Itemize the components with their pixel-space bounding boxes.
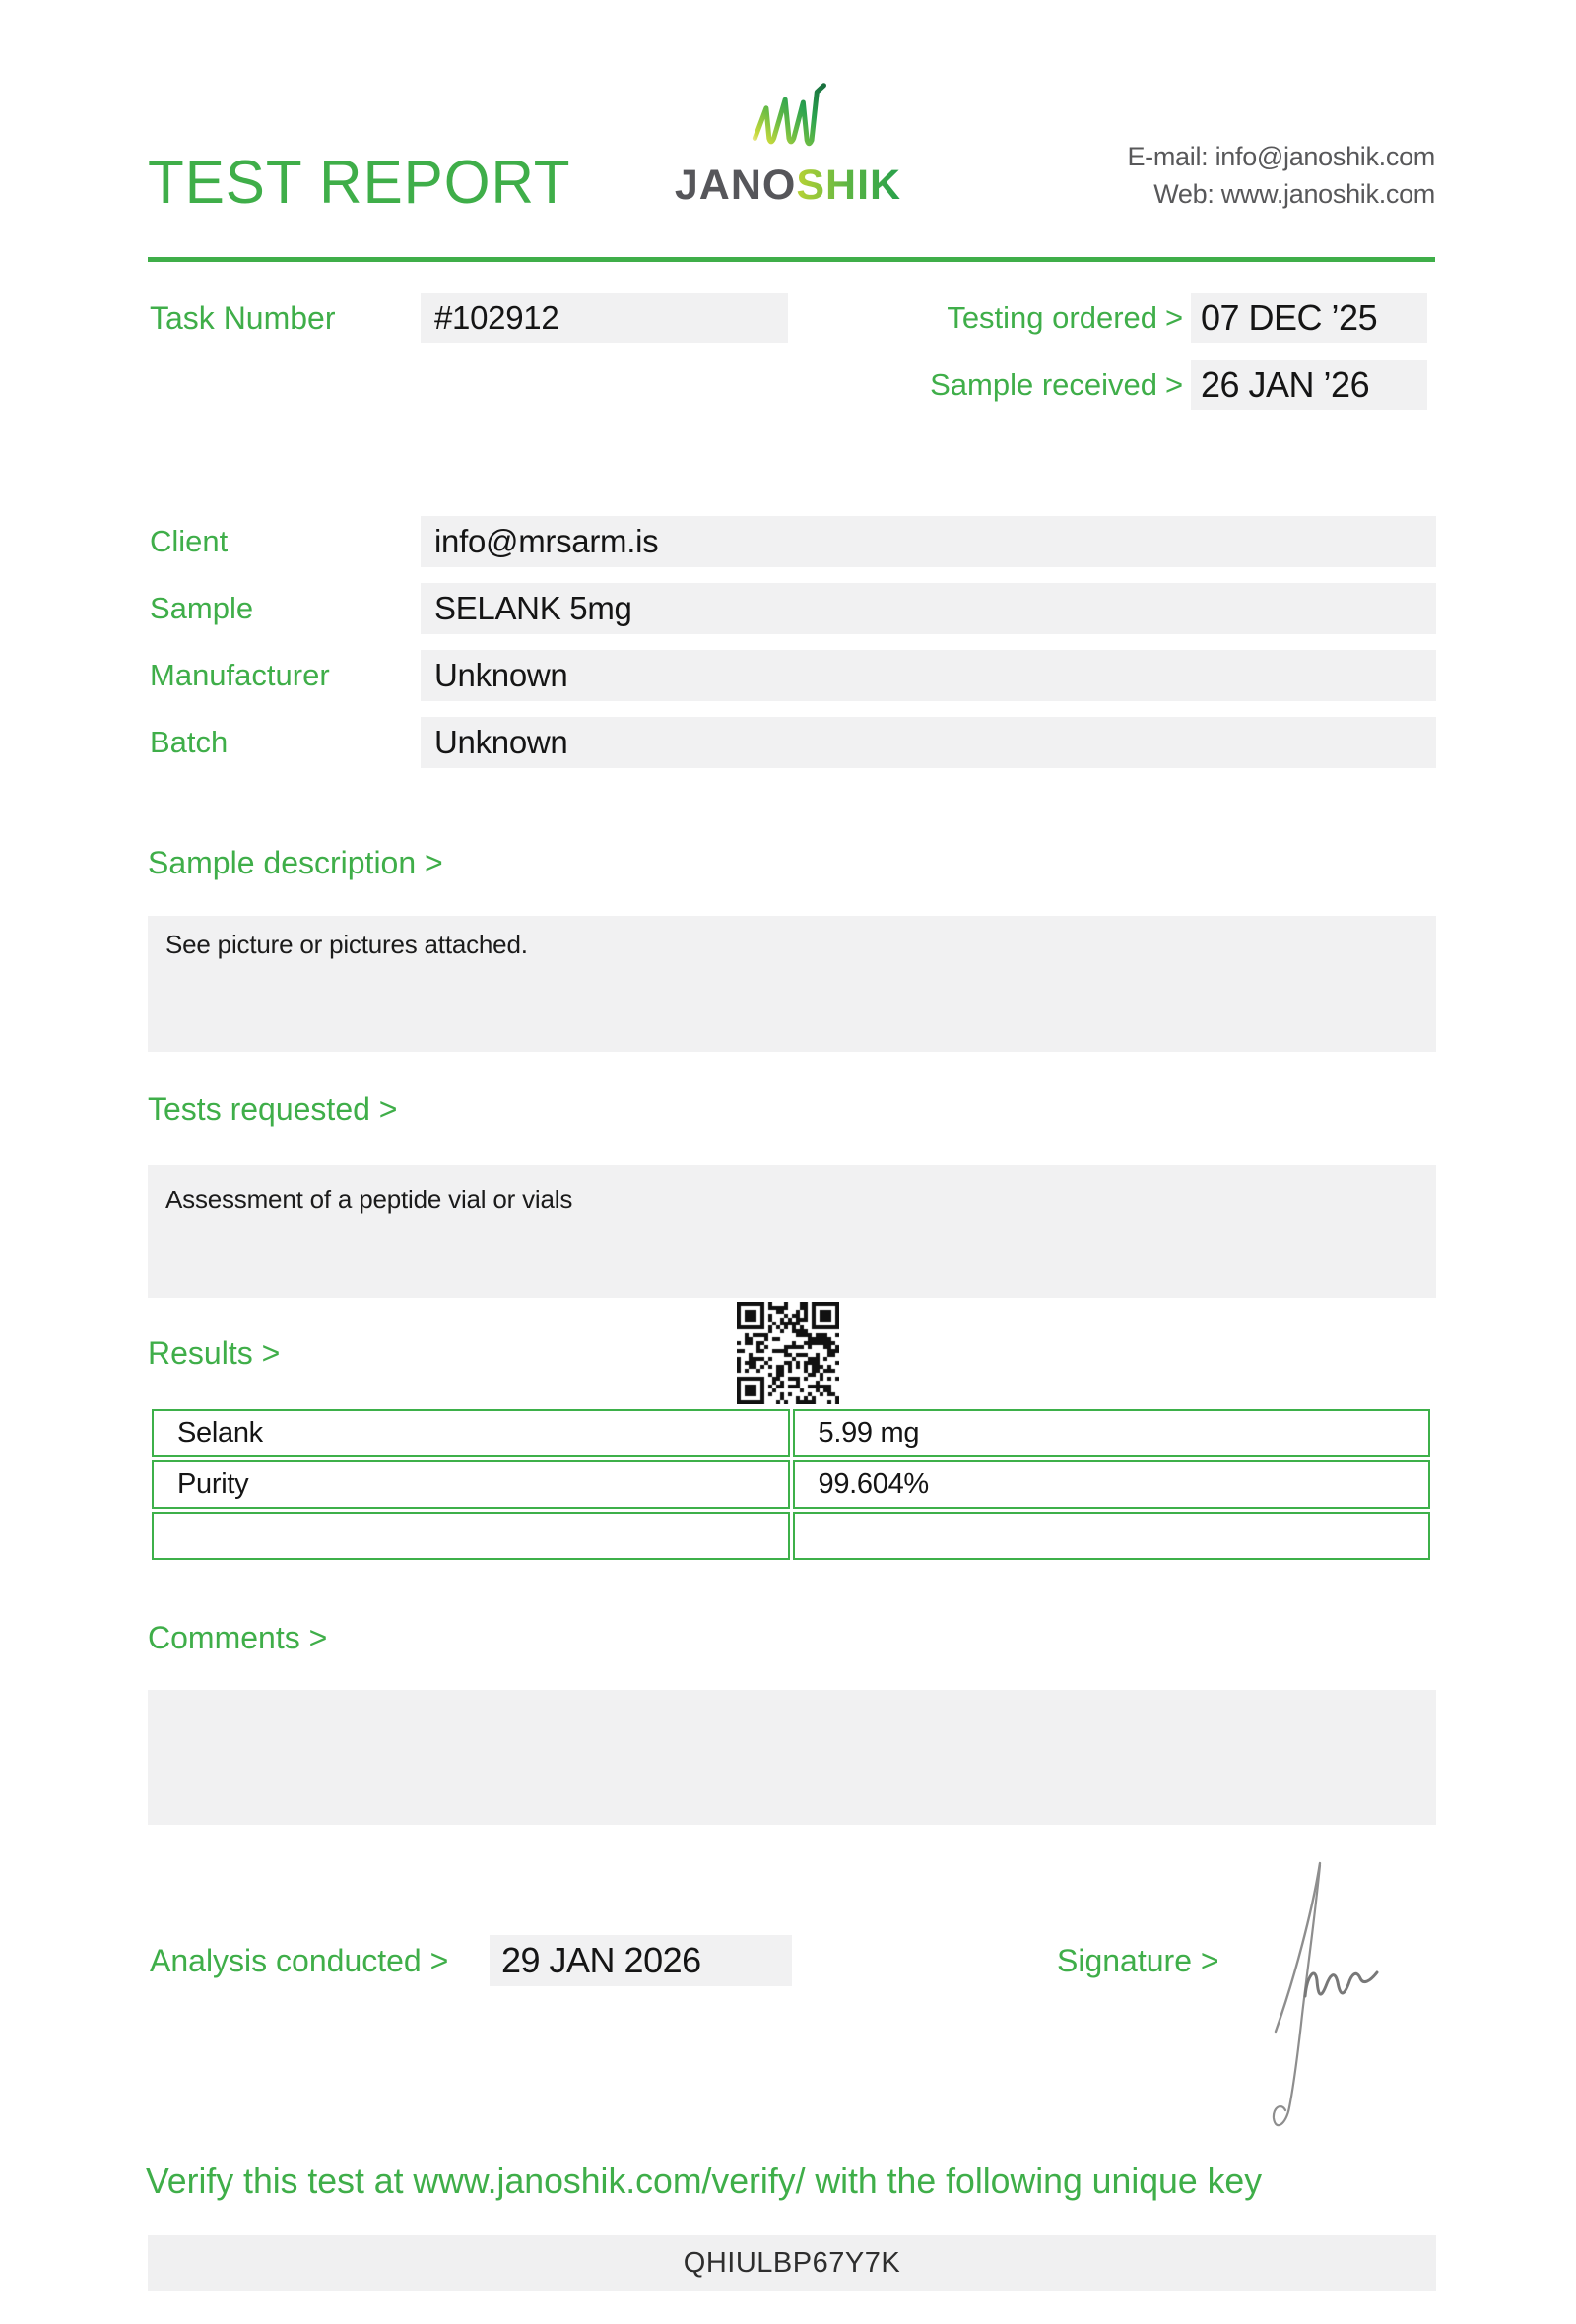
chart-trend-icon [741, 75, 835, 156]
sample-received-arrow: > [1164, 367, 1184, 402]
sample-description-heading: Sample description > [148, 845, 443, 880]
testing-ordered-value: 07 DEC ’25 [1191, 293, 1427, 343]
qr-code [737, 1302, 839, 1404]
manufacturer-label: Manufacturer [150, 658, 330, 692]
signature [1266, 1856, 1389, 2137]
comments-heading: Comments > [148, 1620, 328, 1655]
task-number-value: #102912 [421, 293, 788, 343]
batch-value: Unknown [421, 717, 1436, 768]
analysis-conducted-value: 29 JAN 2026 [490, 1935, 792, 1986]
batch-label: Batch [150, 725, 229, 759]
table-row [152, 1460, 1430, 1509]
janoshik-logo [662, 75, 914, 210]
logo-wordmark [662, 161, 914, 210]
testing-ordered-arrow: > [1164, 300, 1184, 335]
testing-ordered-label: Testing ordered [947, 300, 1157, 335]
results-table [149, 1406, 1433, 1563]
comments-box [148, 1690, 1436, 1825]
sample-value: SELANK 5mg [421, 583, 1436, 634]
analysis-conducted-label: Analysis conducted > [150, 1943, 449, 1978]
result-name-cell: Selank [152, 1409, 790, 1457]
tests-requested-box: Assessment of a peptide vial or vials [148, 1165, 1436, 1298]
client-label: Client [150, 524, 229, 558]
sample-label: Sample [150, 591, 254, 625]
result-name-cell: Purity [152, 1460, 790, 1509]
signature-label: Signature > [1057, 1943, 1219, 1978]
contact-email: E-mail: info@janoshik.com [1127, 142, 1435, 171]
verify-instruction: Verify this test at www.janoshik.com/verify/ with the following unique key [146, 2161, 1263, 2201]
result-value-cell: 99.604% [793, 1460, 1431, 1509]
sample-description-box: See picture or pictures attached. [148, 916, 1436, 1052]
header-divider [148, 257, 1435, 262]
sample-received-row [862, 360, 1427, 410]
contact-info [1127, 138, 1435, 213]
manufacturer-value: Unknown [421, 650, 1436, 701]
page-title: TEST REPORT [148, 149, 571, 217]
unique-key: QHIULBP67Y7K [148, 2235, 1436, 2291]
client-value: info@mrsarm.is [421, 516, 1436, 567]
table-row [152, 1409, 1430, 1457]
tests-requested-heading: Tests requested > [148, 1091, 398, 1127]
testing-ordered-row [862, 293, 1427, 343]
logo-text-jano: JANO [674, 161, 797, 209]
result-name-cell [152, 1512, 790, 1560]
table-row [152, 1512, 1430, 1560]
sample-received-label: Sample received [930, 367, 1157, 402]
logo-text-shik: SHIK [796, 161, 902, 209]
result-value-cell: 5.99 mg [793, 1409, 1431, 1457]
sample-received-value: 26 JAN ’26 [1191, 360, 1427, 410]
task-number-label: Task Number [150, 300, 336, 336]
contact-web: Web: www.janoshik.com [1153, 179, 1435, 209]
results-heading: Results > [148, 1335, 281, 1371]
result-value-cell [793, 1512, 1431, 1560]
